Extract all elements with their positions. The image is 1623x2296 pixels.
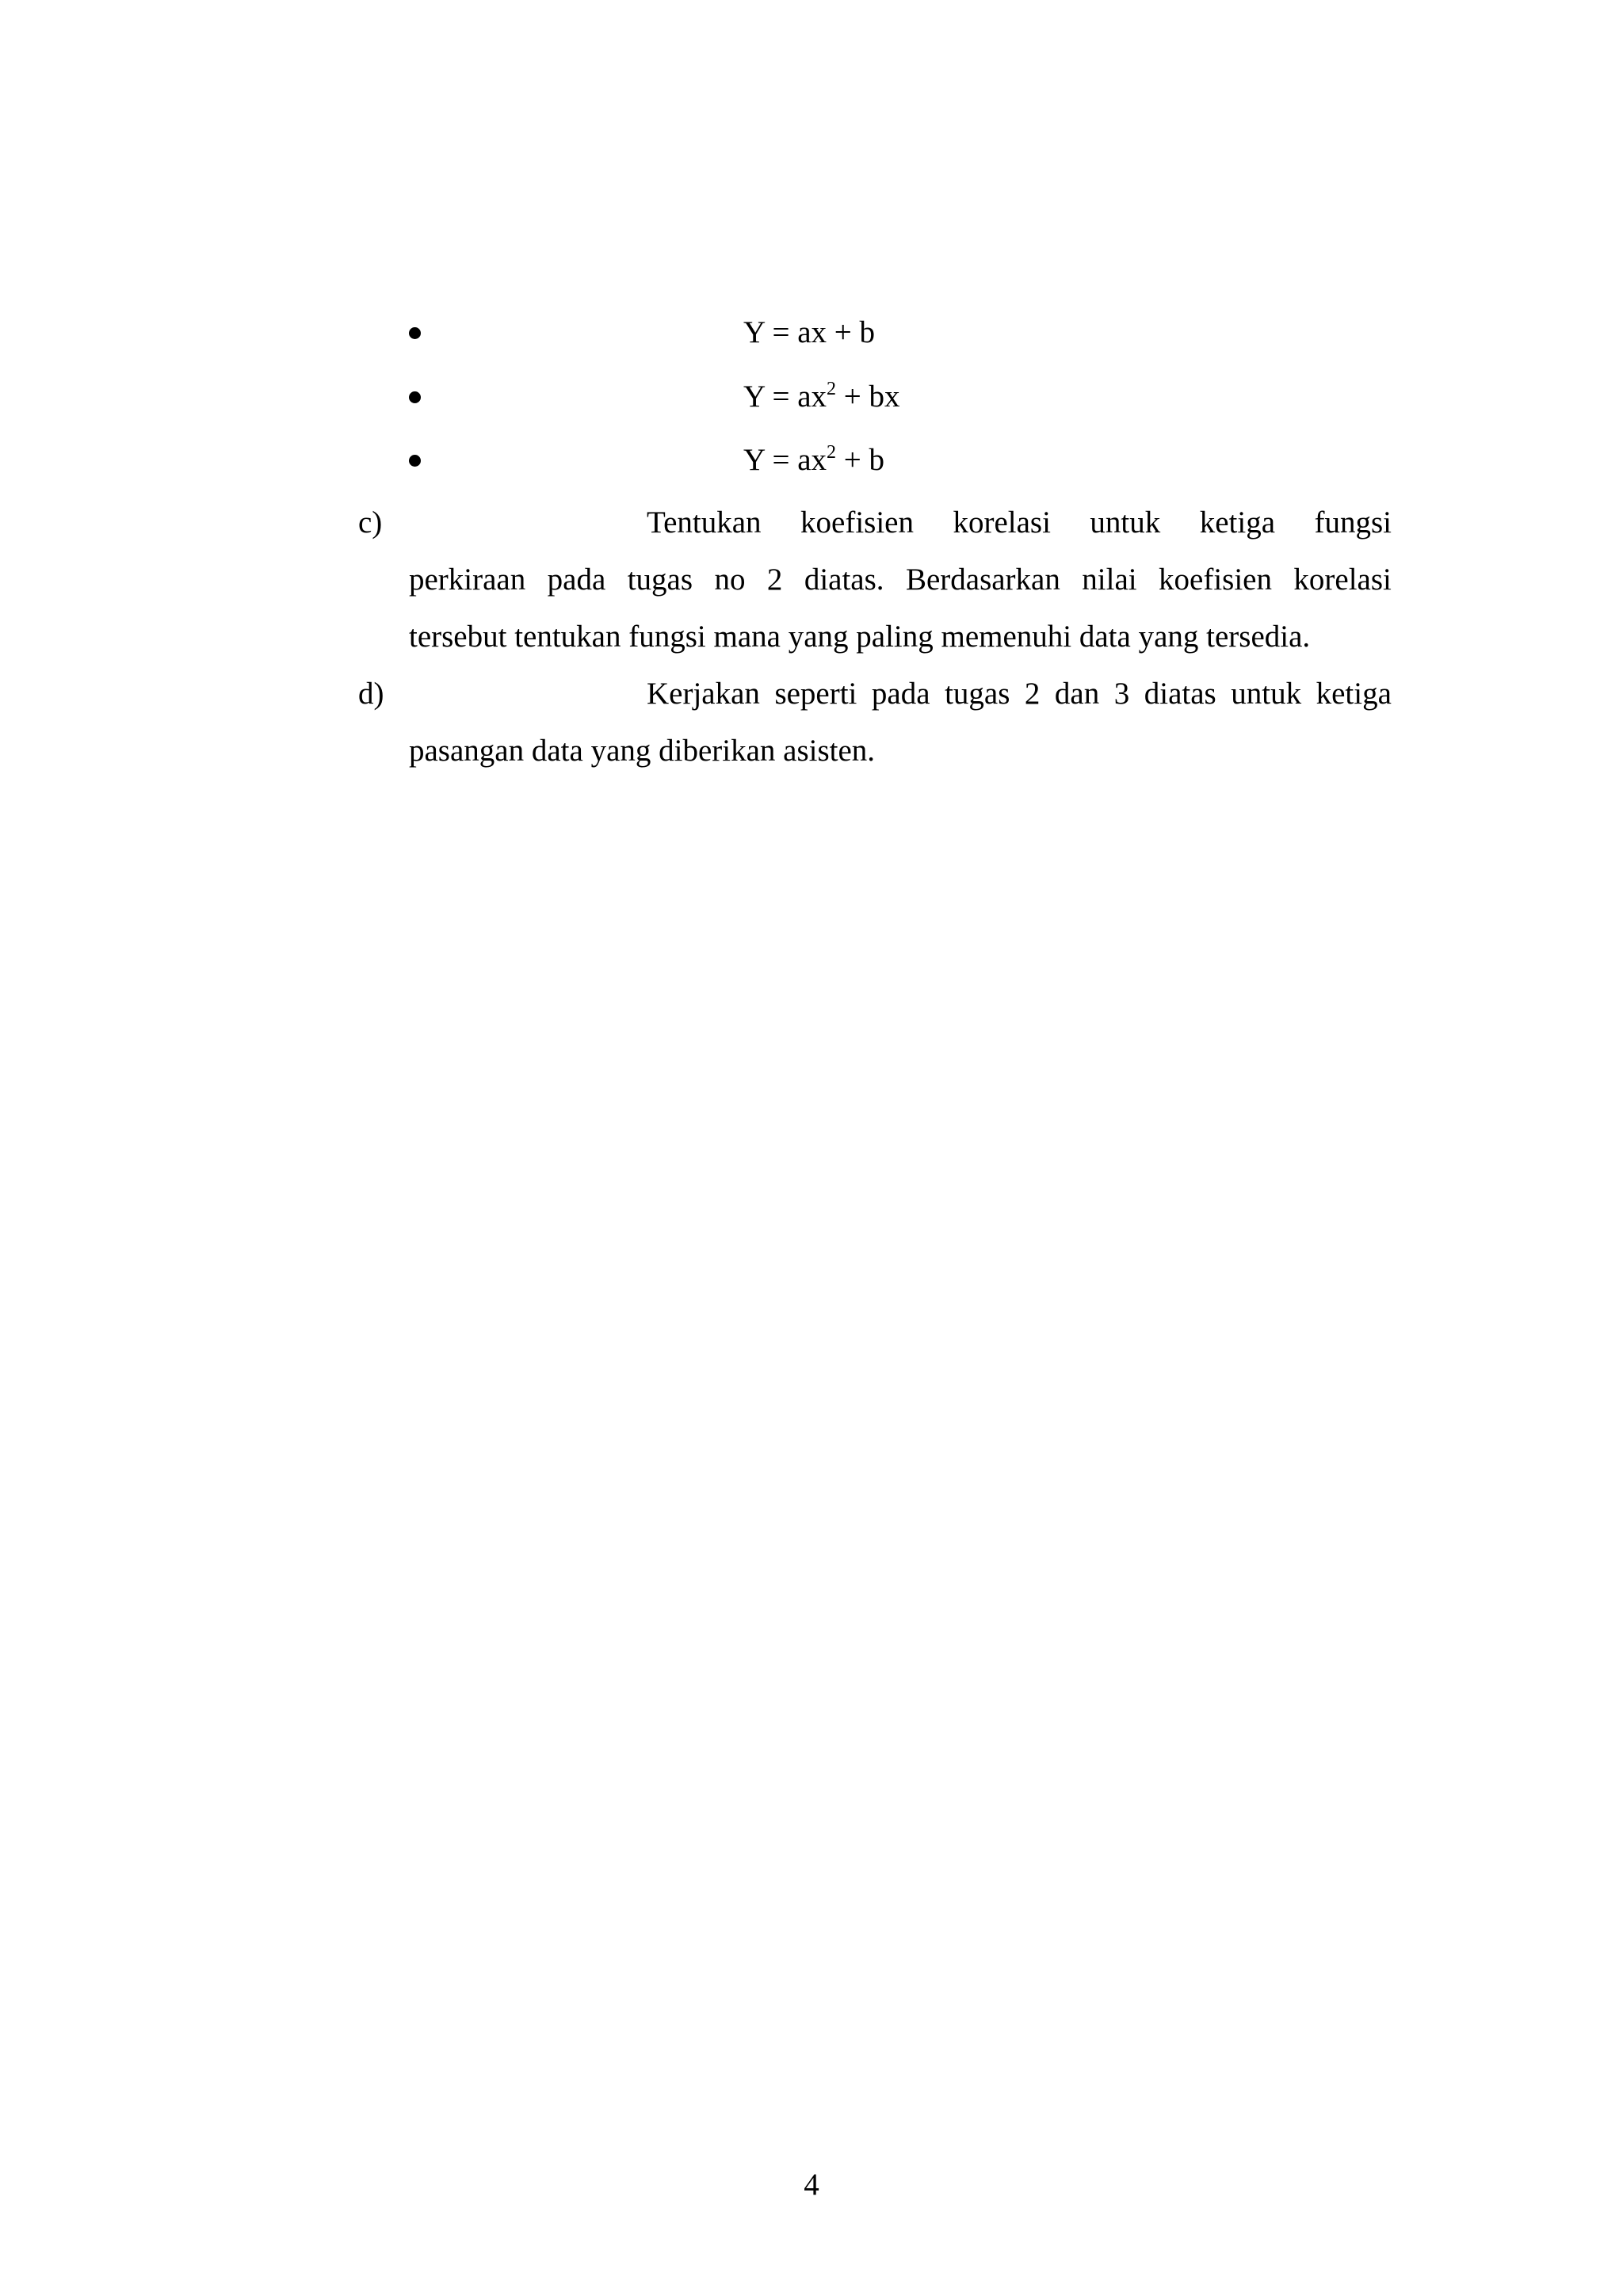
word: korelasi — [1293, 563, 1392, 597]
word: ketiga — [1199, 505, 1276, 540]
page-number: 4 — [804, 2168, 819, 2202]
word: tugas — [945, 677, 1010, 711]
word: 2 — [1024, 677, 1041, 711]
formula-bullet-2 — [0, 369, 1623, 425]
formula-quadratic-b: $Y = ax^2 + b$ — [743, 442, 885, 477]
word: no — [714, 563, 746, 597]
list-marker: d) — [358, 677, 384, 711]
formula-linear: Y = ax + b — [743, 315, 876, 349]
paragraph-line-2 — [409, 551, 1392, 608]
word: 3 — [1113, 677, 1130, 711]
word: perkiraan — [409, 563, 526, 597]
word: nilai — [1082, 563, 1137, 597]
word: pada — [871, 677, 930, 711]
word: tugas — [627, 563, 693, 597]
word: untuk — [1090, 505, 1161, 540]
word: 2 — [766, 563, 783, 597]
bullet-dot-icon — [409, 391, 421, 403]
word: seperti — [774, 677, 857, 711]
paragraph-line-2: pasangan data yang diberikan asisten. — [409, 734, 876, 768]
paragraph-line-1 — [647, 494, 1392, 551]
list-marker: c) — [358, 505, 383, 540]
word: koefisien — [1159, 563, 1272, 597]
paragraph-line-3: tersebut tentukan fungsi mana yang paling memenuhi data yang tersedia. — [409, 620, 1311, 654]
word: Tentukan — [647, 505, 762, 540]
word: pada — [547, 563, 606, 597]
word: koefisien — [800, 505, 914, 540]
word: ketiga — [1316, 677, 1392, 711]
bullet-dot-icon — [409, 327, 421, 339]
word: fungsi — [1314, 505, 1392, 540]
word: untuk — [1231, 677, 1302, 711]
word: dan — [1054, 677, 1100, 711]
word: Kerjakan — [647, 677, 760, 711]
formula-bullet-1 — [0, 305, 1623, 360]
word: diatas. — [804, 563, 884, 597]
bullet-dot-icon — [409, 455, 421, 467]
paragraph-line-1 — [647, 666, 1392, 723]
formula-quadratic-bx: $Y = ax^2$ + bx — [743, 379, 900, 414]
word: Berdasarkan — [905, 563, 1060, 597]
formula-bullet-3 — [0, 433, 1623, 488]
word: diatas — [1144, 677, 1216, 711]
word: korelasi — [953, 505, 1051, 540]
